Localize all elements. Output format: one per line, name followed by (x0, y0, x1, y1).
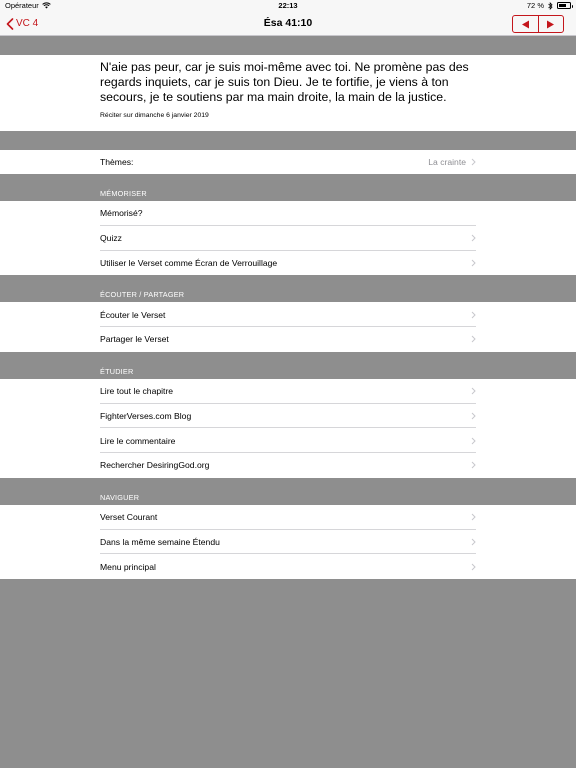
navigate-group (0, 505, 576, 579)
back-label: VC 4 (16, 18, 39, 29)
listen-share-group (0, 302, 576, 352)
section-title: NAVIGUER (100, 492, 140, 502)
chevron-right-icon (471, 412, 476, 420)
spacer (0, 36, 576, 55)
chevron-right-icon (471, 563, 476, 571)
section-title: MÉMORISER (100, 189, 147, 198)
blog-row[interactable] (0, 404, 576, 429)
row-label: Quizz (100, 233, 122, 244)
row-label: Utiliser le Verset comme Écran de Verrouillage (100, 257, 278, 268)
chevron-right-icon (471, 538, 476, 546)
previous-verse-button[interactable] (513, 16, 538, 32)
section-header-memorize (0, 174, 576, 201)
bluetooth-icon (548, 2, 553, 10)
row-label: Mémorisé? (100, 208, 143, 219)
section-header-listen-share (0, 275, 576, 302)
chevron-right-icon (471, 158, 476, 166)
section-title: ÉCOUTER / PARTAGER (100, 290, 185, 300)
verse-text: N'aie pas peur, car je suis moi-même avec toi. Ne promène pas des regards inquiets, car je suis ton Dieu. Je te fortifie, je viens à ton secours, je te soutiens par ma main droite, la main de la justice. (100, 60, 469, 104)
chevron-right-icon (471, 437, 476, 445)
left-triangle-icon (521, 20, 530, 29)
recite-date: Réciter sur dimanche 6 janvier 2019 (100, 112, 209, 119)
row-label: Dans la même semaine Étendu (100, 536, 220, 547)
section-title: ÉTUDIER (100, 366, 134, 376)
read-chapter-row[interactable] (0, 379, 576, 404)
chevron-left-icon (6, 18, 14, 30)
section-header-navigate (0, 478, 576, 505)
row-label: Partager le Verset (100, 334, 169, 345)
memorize-group (0, 201, 576, 275)
status-right (527, 1, 571, 10)
themes-row[interactable] (0, 150, 576, 174)
chevron-right-icon (471, 234, 476, 242)
row-label: Verset Courant (100, 512, 158, 523)
quiz-row[interactable] (0, 226, 576, 251)
same-week-extended-row[interactable] (0, 530, 576, 555)
memorized-row[interactable] (0, 201, 576, 226)
content (0, 36, 576, 579)
listen-verse-row[interactable] (0, 302, 576, 327)
battery-percent: 72 % (526, 1, 544, 10)
current-verse-row[interactable] (0, 505, 576, 530)
chevron-right-icon (471, 461, 476, 469)
chevron-right-icon (471, 387, 476, 395)
study-group (0, 379, 576, 478)
share-verse-row[interactable] (0, 327, 576, 352)
page-title: Ésa 41:10 (263, 17, 313, 29)
navigation-bar (0, 11, 576, 36)
section-header-study (0, 352, 576, 379)
chevron-right-icon (471, 259, 476, 267)
chevron-right-icon (471, 335, 476, 343)
carrier-label: Opérateur (5, 1, 39, 10)
status-bar (0, 0, 576, 11)
themes-label: Thèmes: (100, 157, 134, 167)
row-label: Lire tout le chapitre (100, 386, 174, 397)
verse-card (0, 55, 576, 131)
battery-icon (557, 2, 571, 9)
status-time: 22:13 (278, 1, 298, 10)
main-menu-row[interactable] (0, 554, 576, 579)
next-verse-button[interactable] (538, 16, 564, 32)
right-triangle-icon (546, 20, 555, 29)
chevron-right-icon (471, 311, 476, 319)
chevron-right-icon (471, 513, 476, 521)
spacer (0, 131, 576, 150)
row-label: Écouter le Verset (100, 309, 166, 320)
row-label: FighterVerses.com Blog (100, 410, 192, 421)
verse-navigation-control (512, 15, 564, 33)
themes-value: La crainte (428, 157, 466, 167)
back-button[interactable] (6, 15, 38, 32)
battery-fill (559, 4, 566, 7)
row-label: Menu principal (100, 561, 156, 572)
search-desiringgod-row[interactable] (0, 453, 576, 478)
themes-group (0, 150, 576, 174)
lock-screen-row[interactable] (0, 251, 576, 276)
row-label: Rechercher DesiringGod.org (100, 460, 210, 471)
row-label: Lire le commentaire (100, 435, 176, 446)
commentary-row[interactable] (0, 428, 576, 453)
